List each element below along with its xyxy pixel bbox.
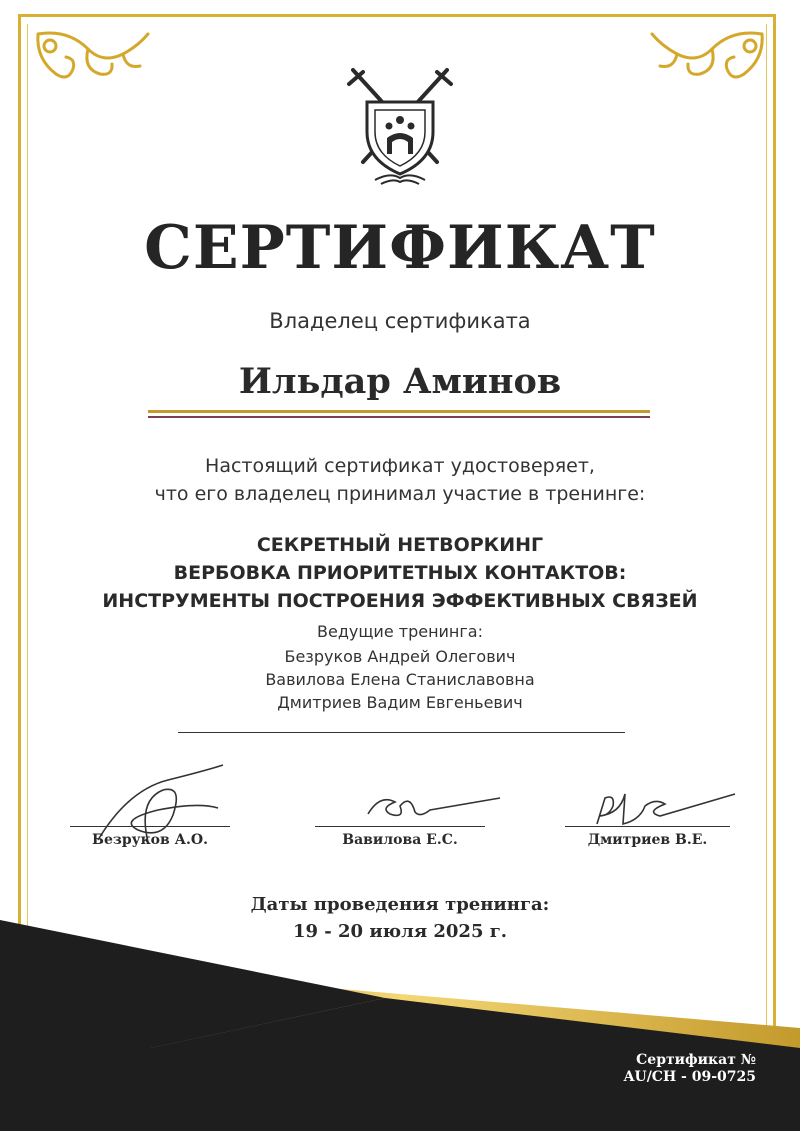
training-line-3: ИНСТРУМЕНТЫ ПОСТРОЕНИЯ ЭФФЕКТИВНЫХ СВЯЗЕЙ <box>102 590 698 612</box>
certificate-number-label: Сертификат № <box>636 1052 756 1068</box>
signature-name-1: Безруков А.О. <box>92 832 208 848</box>
separator-line <box>178 732 625 733</box>
certificate-number <box>556 1052 756 1086</box>
corner-ornament-right-icon <box>632 24 772 94</box>
dates-label: Даты проведения тренинга: <box>250 894 550 915</box>
intro-text <box>0 452 800 508</box>
host-name: Дмитриев Вадим Евгеньевич <box>277 693 523 712</box>
hosts-list <box>0 645 800 714</box>
dates-value: 19 - 20 июля 2025 г. <box>292 921 508 942</box>
signature-line-3 <box>565 826 730 827</box>
certificate-number-value: AU/CH - 09-0725 <box>623 1069 756 1085</box>
certificate-title: СЕРТИФИКАТ <box>144 213 656 283</box>
signature-scribble-3-icon <box>585 786 745 831</box>
bottom-decorative-band <box>0 880 800 1131</box>
signature-line-2 <box>315 826 485 827</box>
signature-line-1 <box>70 826 230 827</box>
hosts-label: Ведущие тренинга: <box>317 622 483 641</box>
intro-line-1: Настоящий сертификат удостоверяет, <box>205 455 595 477</box>
host-name: Безруков Андрей Олегович <box>284 647 516 666</box>
intro-line-2: что его владелец принимал участие в тренинге: <box>154 483 646 505</box>
name-underline-gold <box>148 410 650 413</box>
crossed-swords-shield-emblem-icon <box>345 62 455 192</box>
owner-label: Владелец сертификата <box>269 309 531 333</box>
signature-name-2: Вавилова Е.С. <box>342 832 458 848</box>
name-underline-burgundy <box>148 416 650 418</box>
training-line-1: СЕКРЕТНЫЙ НЕТВОРКИНГ <box>256 534 544 556</box>
owner-name: Ильдар Аминов <box>238 361 562 402</box>
training-line-2: ВЕРБОВКА ПРИОРИТЕТНЫХ КОНТАКТОВ: <box>173 562 627 584</box>
corner-ornament-left-icon <box>28 24 168 94</box>
training-title <box>0 531 800 615</box>
signature-name-3: Дмитриев В.Е. <box>587 832 708 848</box>
host-name: Вавилова Елена Станиславовна <box>265 670 535 689</box>
